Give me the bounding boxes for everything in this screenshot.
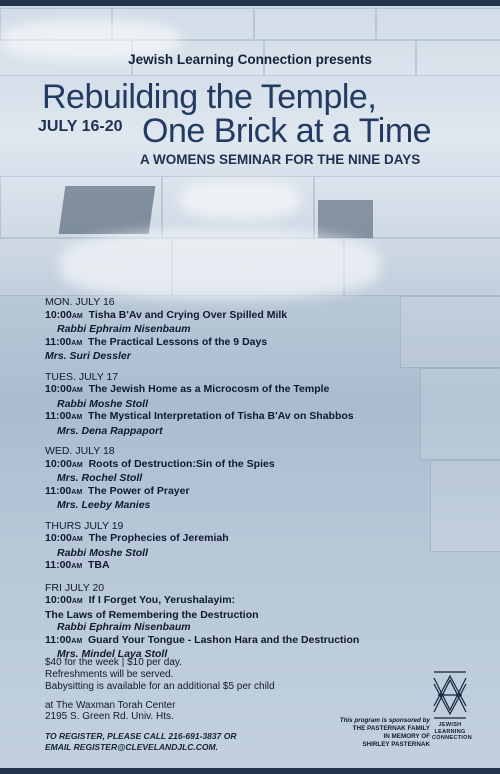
session-ampm: AM [71, 598, 83, 605]
session [45, 532, 445, 547]
session-time: 11:00 [45, 410, 72, 422]
session-speaker: Mrs. Leeby Manies [57, 499, 151, 511]
sponsor-block [318, 717, 430, 749]
session-time: 10:00 [45, 383, 72, 395]
sponsor-memory: IN MEMORY OF [383, 733, 430, 740]
session-ampm: AM [71, 563, 83, 570]
session-ampm: AM [71, 461, 83, 469]
session [45, 383, 445, 398]
session-ampm: AM [71, 339, 83, 347]
session-time: 10:00 [45, 532, 72, 544]
session-topic: Tisha B'Av and Crying Over Spilled Milk [88, 308, 288, 321]
session-topic: The Jewish Home as a Microcosm of the Temple [88, 383, 330, 395]
session-ampm: AM [71, 637, 83, 645]
day-block [45, 445, 445, 512]
session-speaker: Mrs. Dena Rappaport [57, 424, 163, 437]
session [45, 410, 445, 425]
session-topic: If I Forget You, Yerushalayim: [88, 594, 236, 606]
day-heading: TUES. JULY 17 [45, 370, 119, 383]
session-time: 11:00 [45, 559, 72, 571]
day-heading: FRI JULY 20 [45, 581, 105, 594]
session-speaker: Rabbi Moshe Stoll [57, 546, 149, 559]
session-topic: TBA [88, 559, 110, 571]
day-block [45, 371, 445, 438]
schedule [45, 296, 445, 661]
session-ampm: AM [71, 414, 83, 421]
session-ampm: AM [71, 536, 83, 543]
venue-name: at The Waxman Torah Center [45, 700, 176, 711]
session-speaker: Rabbi Moshe Stoll [57, 397, 149, 410]
register-phone: TO REGISTER, PLEASE CALL 216-691-3837 OR [45, 731, 237, 741]
session-time: 11:00 [45, 633, 72, 646]
session [45, 485, 445, 500]
registration-info [45, 731, 236, 753]
stone-gap-right [318, 200, 373, 238]
logo-text [432, 722, 472, 742]
session-topic: The Mystical Interpretation of Tisha B'Av on Shabbos [88, 410, 354, 422]
star-of-david-lattice-icon [432, 670, 468, 720]
day-heading: THURS JULY 19 [45, 519, 124, 532]
session-topic: Roots of Destruction:Sin of the Spies [88, 457, 275, 470]
session-topic: The Practical Lessons of the 9 Days [88, 335, 268, 348]
session-speaker: Rabbi Ephraim Nisenbaum [57, 323, 191, 335]
sponsor-honoree: SHIRLEY PASTERNAK [362, 741, 430, 748]
session-topic: The Prophecies of Jeremiah [88, 532, 229, 544]
presenter-line: Jewish Learning Connection presents [128, 52, 372, 67]
logo-text-line: JEWISH [438, 722, 462, 728]
logo-text-line: CONNECTION [432, 735, 472, 741]
session-time: 10:00 [45, 457, 72, 470]
session [45, 309, 445, 324]
logo-text-line: LEARNING [434, 728, 466, 735]
session-time: 11:00 [45, 484, 72, 497]
session-topic: Guard Your Tongue - Lashon Hara and the Destruction [88, 633, 360, 646]
day-block [45, 582, 445, 661]
jlc-logo [432, 670, 472, 742]
session-ampm: AM [71, 387, 83, 394]
session-ampm: AM [71, 312, 83, 320]
snow-patch [60, 230, 380, 300]
session-topic: The Power of Prayer [88, 484, 190, 497]
sponsor-lead: This program is sponsored by [339, 717, 430, 724]
session-time: 10:00 [45, 594, 72, 606]
session-ampm: AM [71, 488, 83, 496]
register-email: EMAIL REGISTER@CLEVELANDJLC.COM. [45, 742, 218, 752]
session [45, 634, 445, 649]
title-line-1: Rebuilding the Temple, [42, 78, 377, 116]
day-heading: WED. JULY 18 [45, 445, 115, 457]
day-block [45, 296, 445, 363]
title-line-2: One Brick at a Time [142, 112, 432, 150]
session [45, 336, 445, 351]
day-block [45, 520, 445, 574]
subtitle: A WOMENS SEMINAR FOR THE NINE DAYS [140, 152, 421, 167]
session-speaker: Mrs. Mindel Laya Stoll [57, 648, 168, 660]
babysitting-note: Babysitting is available for an additional $5 per child [45, 681, 275, 692]
price: $40 for the week | $10 per day. [45, 657, 182, 668]
session [45, 458, 445, 473]
sponsor-family: THE PASTERNAK FAMILY [352, 725, 430, 732]
session-speaker: Mrs. Suri Dessler [45, 350, 131, 362]
venue-address: 2195 S. Green Rd. Univ. Hts. [45, 711, 174, 722]
session-time: 10:00 [45, 308, 72, 321]
venue [45, 700, 175, 722]
session-time: 11:00 [45, 335, 72, 348]
session-speaker: Rabbi Ephraim Nisenbaum [57, 621, 191, 633]
pricing-info [45, 657, 275, 693]
session [45, 559, 445, 574]
refreshments-note: Refreshments will be served. [45, 669, 174, 680]
session-speaker: Mrs. Rochel Stoll [57, 472, 143, 484]
seminar-dates: JULY 16-20 [38, 118, 123, 135]
snow-patch [180, 180, 300, 220]
stone-gap-left [59, 186, 156, 234]
bottom-border [0, 768, 500, 774]
day-heading: MON. JULY 16 [45, 296, 115, 308]
session-topic-continued: The Laws of Remembering the Destruction [45, 608, 259, 621]
session [45, 594, 445, 609]
